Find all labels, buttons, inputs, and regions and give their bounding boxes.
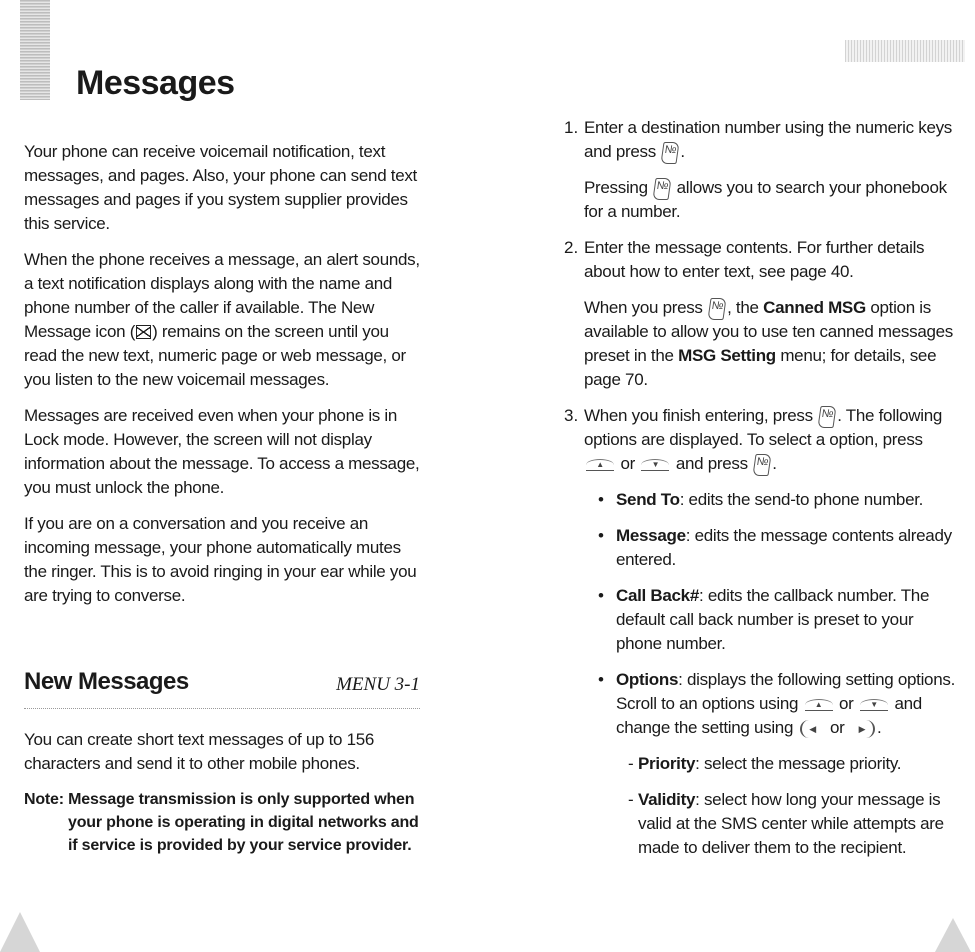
left-column xyxy=(24,140,424,620)
decorative-corner-texture xyxy=(845,40,965,62)
option-desc: : displays the following setting options. Scroll to an options using xyxy=(616,670,955,713)
sub-option-label: Priority xyxy=(638,754,696,773)
option-label: Send To xyxy=(616,490,680,509)
section-title: New Messages xyxy=(24,668,189,695)
conversation-paragraph: If you are on a conversation and you receive an incoming message, your phone automatically mutes the ringer. This is to avoid ringing in your ear while you are trying to converse. xyxy=(24,514,417,605)
sub-option-desc: : select how long your message is valid at the SMS center while attempts are made to deliver them to the recipient. xyxy=(638,790,944,857)
step-text-part: . The following options are displayed. To select a option, press xyxy=(584,406,943,449)
step-number: 2. xyxy=(564,238,579,257)
step-text-part: option is available to allow you to use ten canned messages preset in the xyxy=(584,298,953,365)
alert-paragraph xyxy=(24,248,424,392)
option-desc: : edits the message contents already entered. xyxy=(616,526,952,569)
step-number: 1. xyxy=(564,118,579,137)
sub-option-text xyxy=(638,752,959,776)
step-item xyxy=(564,236,959,392)
step-text-part: and press xyxy=(675,454,748,473)
note-first-line xyxy=(24,788,424,811)
option-item xyxy=(598,488,959,512)
step-text-part: menu; for details, see page 70. xyxy=(584,346,937,389)
option-label: Message xyxy=(616,526,686,545)
step-text-part: . xyxy=(680,142,685,161)
step-text-part: When you finish entering, press xyxy=(584,406,813,425)
decorative-side-tab xyxy=(20,0,50,100)
scroll-down-key-icon: ▼ xyxy=(641,459,669,471)
step-item xyxy=(564,404,959,860)
option-desc: and change the setting using xyxy=(616,694,922,737)
option-text xyxy=(616,584,959,656)
step-text xyxy=(584,116,959,164)
note-line: if service is provided by your service provider. xyxy=(68,837,412,854)
soft-key-icon: № xyxy=(708,298,727,320)
option-text xyxy=(616,668,959,740)
send-key-icon: № xyxy=(661,142,680,164)
sub-option-item xyxy=(628,788,959,860)
scroll-up-key-icon: ▲ xyxy=(586,459,614,471)
new-messages-header xyxy=(24,668,420,709)
option-desc: : edits the callback number. The default call back number is preset to your phone number. xyxy=(616,586,930,653)
right-key-icon: ▶ xyxy=(851,720,875,738)
option-text xyxy=(616,524,959,572)
lock-mode-paragraph: Messages are received even when your phone is in Lock mode. However, the screen will not display information about the message. To access a message, you must unlock the phone. xyxy=(24,406,420,497)
sub-option-desc: : select the message priority. xyxy=(695,754,902,773)
note-block xyxy=(24,788,424,857)
step-text-part: , the xyxy=(727,298,759,317)
option-item xyxy=(598,584,959,656)
step-extra xyxy=(584,176,959,224)
step-text-part: . xyxy=(772,454,777,473)
intro-paragraph: Your phone can receive voicemail notification, text messages, and pages. Also, your phone can send text messages and pages if you system supplier provides this service. xyxy=(24,142,417,233)
option-label: Options xyxy=(616,670,679,689)
new-messages-intro: You can create short text messages of up to 156 characters and send it to other mobile phones. xyxy=(24,730,375,773)
step-item xyxy=(564,116,959,224)
option-label: Call Back# xyxy=(616,586,699,605)
canned-msg-label: Canned MSG xyxy=(763,298,866,317)
alert-text-after: ) remains on the screen until you read the new text, numeric page or web message, or you listen to the new voicemail messages. xyxy=(24,322,406,389)
step-text-part: Pressing xyxy=(584,178,648,197)
menu-reference: MENU 3-1 xyxy=(336,674,420,695)
note-line: your phone is operating in digital networks and xyxy=(68,814,419,831)
step-text xyxy=(584,404,959,476)
step-text-part: allows you to search your phonebook for a number. xyxy=(584,178,947,221)
left-key-icon: ◀ xyxy=(800,720,824,738)
option-item xyxy=(598,524,959,572)
note-label: Note: xyxy=(24,791,64,808)
options-list xyxy=(584,488,959,860)
scroll-down-key-icon: ▼ xyxy=(860,699,888,711)
right-column xyxy=(564,116,959,872)
step-text-part: Enter a destination number using the numeric keys and press xyxy=(584,118,953,161)
option-desc: or xyxy=(829,718,845,737)
new-message-envelope-icon xyxy=(136,325,151,339)
steps-list xyxy=(564,116,959,860)
note-first-text: Message transmission is only supported when xyxy=(68,791,415,808)
decorative-corner-triangle-right xyxy=(935,918,971,952)
decorative-corner-triangle-left xyxy=(0,912,40,952)
new-messages-body xyxy=(24,728,424,857)
step-extra xyxy=(584,296,959,392)
step-number: 3. xyxy=(564,406,579,425)
sub-option-item xyxy=(628,752,959,776)
phonebook-key-icon: № xyxy=(653,178,672,200)
option-desc: . xyxy=(876,718,882,737)
option-desc: : edits the send-to phone number. xyxy=(679,490,924,509)
page-title: Messages xyxy=(76,64,235,102)
msg-setting-label: MSG Setting xyxy=(678,346,776,365)
send-key-icon: № xyxy=(753,454,772,476)
scroll-up-key-icon: ▲ xyxy=(805,699,833,711)
option-item xyxy=(598,668,959,860)
alert-text-before: When the phone receives a message, an alert sounds, a text notification displays along with the name and phone number of the caller if available. The New Message icon ( xyxy=(24,250,420,341)
option-desc: or xyxy=(839,694,854,713)
option-text xyxy=(616,488,959,512)
send-key-icon: № xyxy=(818,406,837,428)
sub-option-text xyxy=(638,788,959,860)
sub-option-label: Validity xyxy=(638,790,696,809)
step-text: Enter the message contents. For further details about how to enter text, see page 40. xyxy=(584,238,925,281)
step-text-part: When you press xyxy=(584,298,703,317)
step-text-part: or xyxy=(620,454,635,473)
